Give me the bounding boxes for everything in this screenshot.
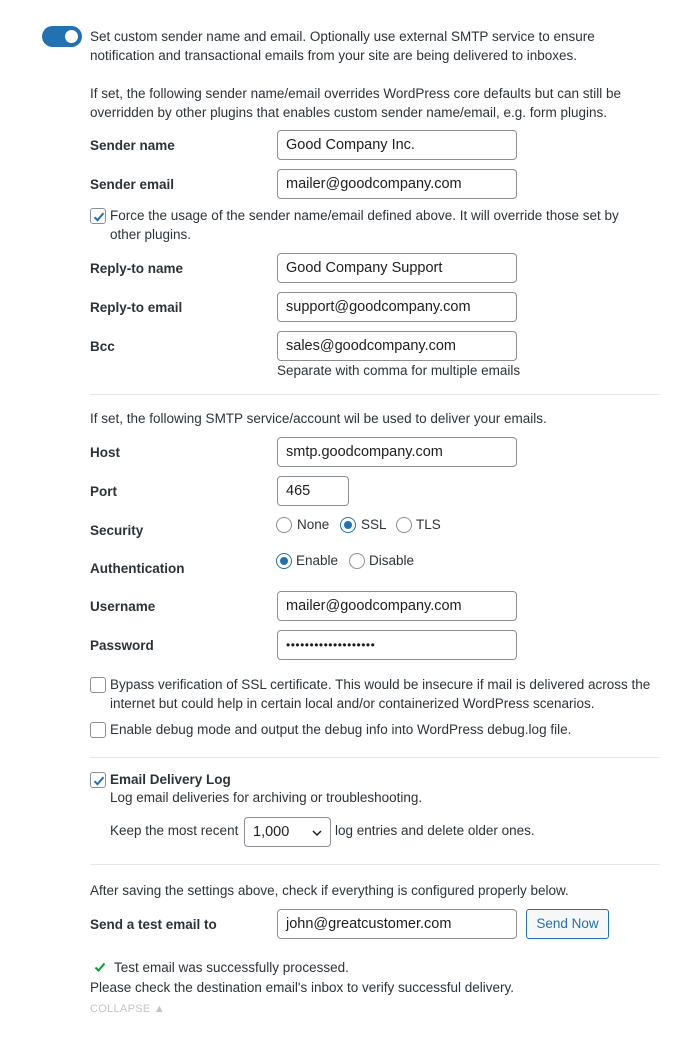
test-inbox-note: Please check the destination email's inbox to verify successful delivery.: [90, 980, 515, 995]
smtp-section-description: If set, the following SMTP service/account wil be used to deliver your emails.: [90, 411, 547, 426]
sender-desc-line-2: overridden by other plugins that enables custom sender name/email, e.g. form plugins.: [90, 105, 608, 120]
reply-to-email-label: Reply-to email: [90, 300, 183, 315]
password-label: Password: [90, 638, 154, 653]
bypass-ssl-label: [110, 675, 680, 713]
reply-to-name-field[interactable]: Good Company Support: [277, 253, 517, 283]
security-none-radio[interactable]: [276, 517, 292, 533]
force-line-2: other plugins.: [110, 227, 192, 242]
auth-enable-label: Enable: [296, 553, 339, 568]
test-email-field[interactable]: john@greatcustomer.com: [277, 909, 517, 939]
bcc-label: Bcc: [90, 339, 115, 354]
divider-2: [90, 757, 660, 758]
email-log-title: Email Delivery Log: [110, 772, 231, 787]
debug-mode-checkbox[interactable]: [90, 722, 106, 738]
host-field[interactable]: smtp.goodcompany.com: [277, 437, 517, 467]
keep-recent-suffix: log entries and delete older ones.: [335, 823, 535, 838]
sender-name-label: Sender name: [90, 138, 175, 153]
security-ssl-label: SSL: [361, 517, 387, 532]
debug-mode-label: Enable debug mode and output the debug info into WordPress debug.log file.: [110, 722, 572, 737]
bcc-hint: Separate with comma for multiple emails: [277, 363, 521, 378]
email-log-checkbox[interactable]: [90, 772, 106, 788]
force-sender-checkbox[interactable]: [90, 208, 106, 224]
keep-recent-prefix: Keep the most recent: [110, 823, 239, 838]
log-retention-value: 1,000: [253, 824, 290, 840]
divider-1: [90, 394, 660, 395]
chevron-down-icon: [311, 827, 323, 839]
force-sender-label: [110, 206, 670, 244]
force-line-1: Force the usage of the sender name/email defined above. It will override those set by: [110, 208, 619, 223]
auth-enable-radio[interactable]: [276, 553, 292, 569]
collapse-link[interactable]: COLLAPSE ▲: [90, 1003, 166, 1015]
checkmark-icon: [91, 773, 107, 789]
bypass-line-2: internet but could help in certain local and/or containerized WordPress scenarios.: [110, 696, 595, 711]
divider-3: [90, 864, 660, 865]
sender-email-field[interactable]: mailer@goodcompany.com: [277, 169, 517, 199]
checkmark-icon: [91, 209, 107, 225]
host-label: Host: [90, 445, 120, 460]
security-tls-radio[interactable]: [396, 517, 412, 533]
port-field[interactable]: 465: [277, 476, 349, 506]
security-label: Security: [90, 523, 144, 538]
sender-desc-line-1: If set, the following sender name/email overrides WordPress core defaults but can still be: [90, 86, 622, 101]
security-ssl-radio[interactable]: [340, 517, 356, 533]
auth-disable-radio[interactable]: [349, 553, 365, 569]
custom-sender-toggle[interactable]: [42, 26, 82, 47]
password-field[interactable]: •••••••••••••••••••: [277, 630, 517, 660]
test-success-message: Test email was successfully processed.: [114, 960, 349, 975]
security-tls-label: TLS: [416, 517, 441, 532]
test-section-intro: After saving the settings above, check if everything is configured properly below.: [90, 883, 569, 898]
email-log-description: Log email deliveries for archiving or troubleshooting.: [110, 790, 423, 805]
authentication-label: Authentication: [90, 561, 185, 576]
bypass-line-1: Bypass verification of SSL certificate. This would be insecure if mail is delivered across the: [110, 677, 651, 692]
success-check-icon: [94, 961, 106, 973]
toggle-knob: [65, 30, 78, 43]
sender-email-label: Sender email: [90, 177, 175, 192]
intro-line-2: notification and transactional emails from your site are being delivered to inboxes.: [90, 48, 578, 63]
bcc-field[interactable]: sales@goodcompany.com: [277, 331, 517, 361]
reply-to-name-label: Reply-to name: [90, 261, 184, 276]
send-now-button[interactable]: Send Now: [526, 909, 609, 939]
intro-line-1: Set custom sender name and email. Optionally use external SMTP service to ensure: [90, 29, 595, 44]
username-field[interactable]: mailer@goodcompany.com: [277, 591, 517, 621]
sender-name-field[interactable]: Good Company Inc.: [277, 130, 517, 160]
bypass-ssl-checkbox[interactable]: [90, 677, 106, 693]
reply-to-email-field[interactable]: support@goodcompany.com: [277, 292, 517, 322]
port-label: Port: [90, 484, 117, 499]
username-label: Username: [90, 599, 156, 614]
test-email-label: Send a test email to: [90, 917, 217, 932]
sender-section-description: [90, 84, 670, 122]
auth-disable-label: Disable: [369, 553, 415, 568]
security-none-label: None: [297, 517, 330, 532]
log-retention-select[interactable]: [244, 817, 331, 847]
intro-description: [90, 27, 670, 65]
